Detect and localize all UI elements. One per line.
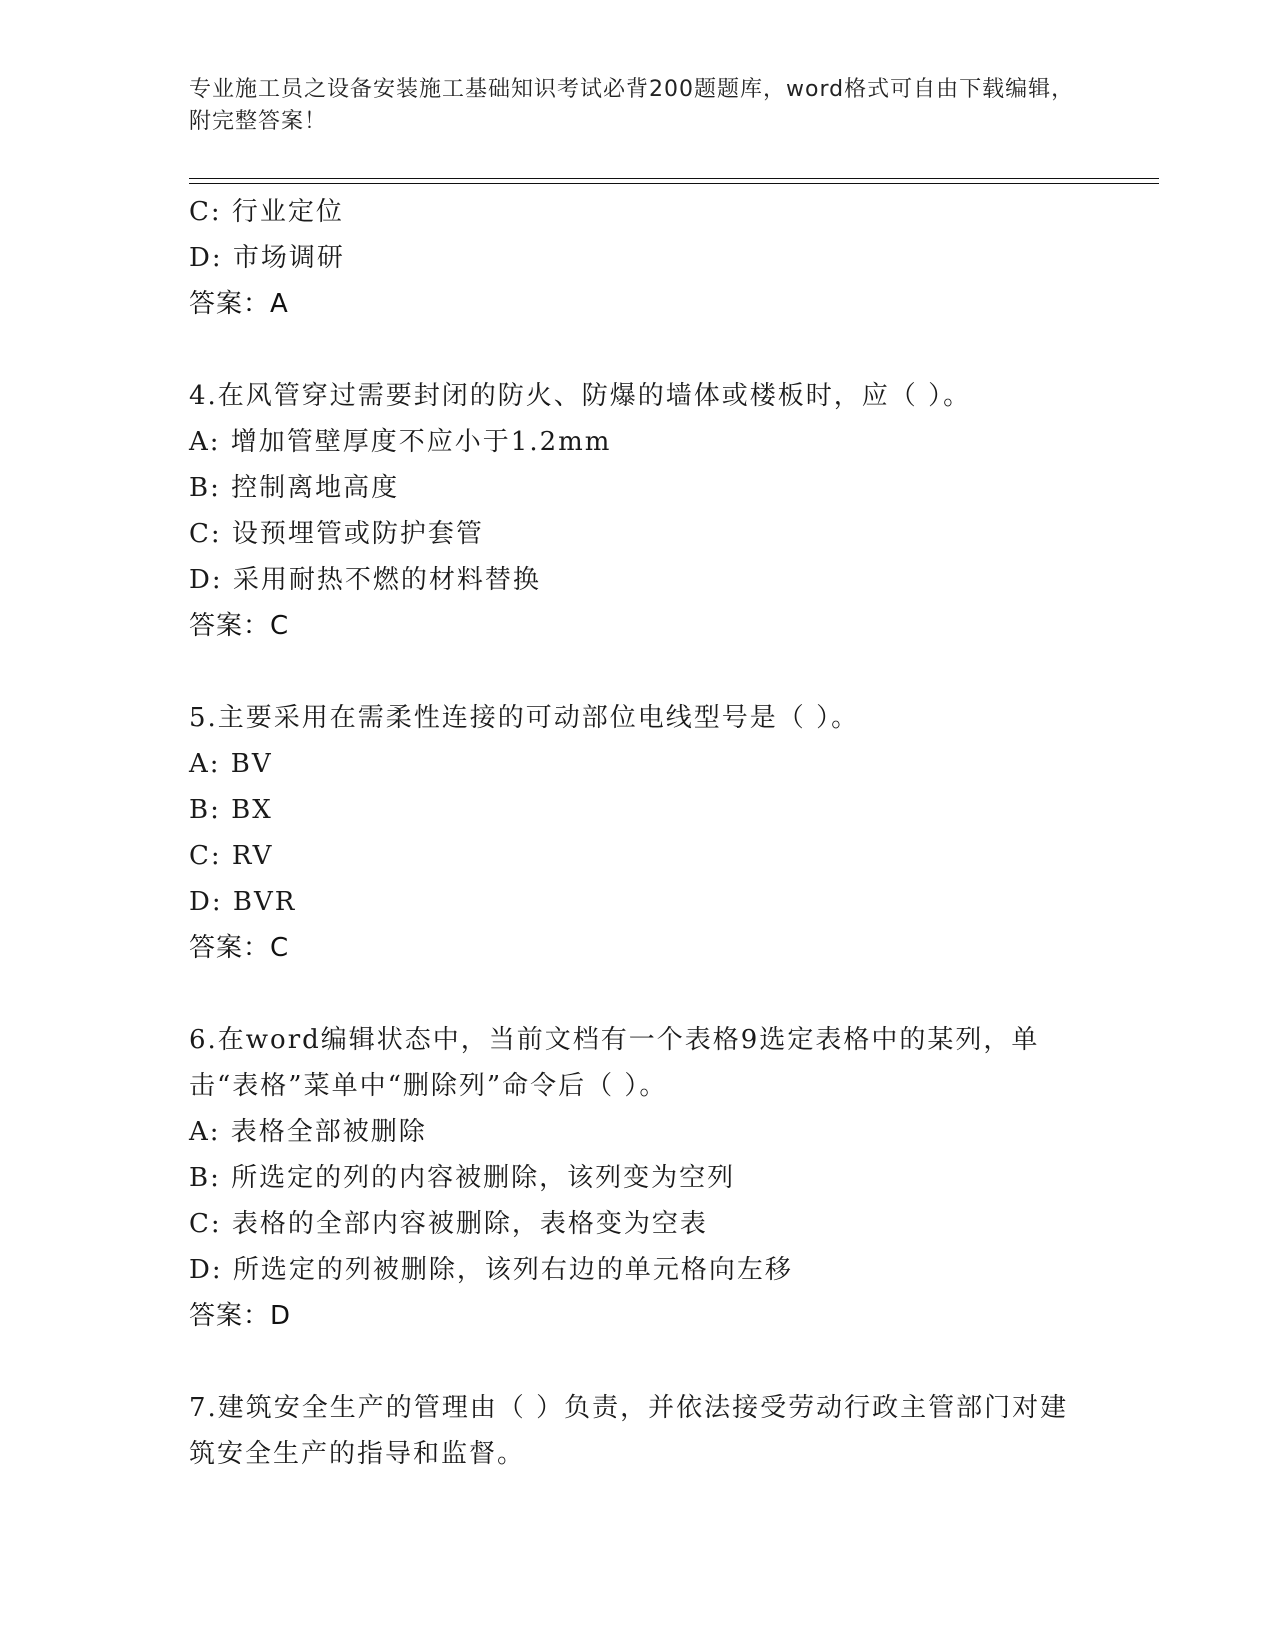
option-d: D: BVR (189, 887, 297, 917)
question-stem: 6.在word编辑状态中，当前文档有一个表格9选定表格中的某列，单击“表格”菜单中“删除列”命令后（ ）。 (189, 1025, 1040, 1101)
question-stem: 4.在风管穿过需要封闭的防火、防爆的墙体或楼板时，应（ ）。 (189, 381, 972, 411)
header-rule-bottom (189, 183, 1159, 184)
answer-line: 答案：A (189, 289, 289, 319)
option-b: B: 控制离地高度 (189, 473, 400, 503)
header-rule-top (189, 178, 1159, 179)
option-c: C: 行业定位 (189, 197, 344, 227)
option-a: A: 增加管壁厚度不应小于1.2mm (189, 427, 612, 457)
option-b: B: BX (189, 795, 273, 825)
question-block-3 (189, 189, 1089, 327)
option-b: B: 所选定的列的内容被删除，该列变为空列 (189, 1163, 736, 1193)
question-block-5 (189, 695, 1089, 971)
question-stem: 7.建筑安全生产的管理由（ ）负责，并依法接受劳动行政主管部门对建筑安全生产的指导和监督。 (189, 1393, 1069, 1469)
answer-line: 答案：C (189, 611, 290, 641)
option-d: D: 所选定的列被删除，该列右边的单元格向左移 (189, 1255, 793, 1285)
question-block-4 (189, 373, 1089, 649)
option-a: A: 表格全部被删除 (189, 1117, 427, 1147)
option-c: C: 设预埋管或防护套管 (189, 519, 484, 549)
option-d: D: 采用耐热不燃的材料替换 (189, 565, 541, 595)
option-d: D: 市场调研 (189, 243, 345, 273)
document-body (189, 189, 1089, 1477)
option-c: C: 表格的全部内容被删除，表格变为空表 (189, 1209, 708, 1239)
option-c: C: RV (189, 841, 274, 871)
option-a: A: BV (189, 749, 273, 779)
document-header: 专业施工员之设备安装施工基础知识考试必背200题题库，word格式可自由下载编辑，附完整答案！ (189, 77, 1075, 134)
question-block-7 (189, 1385, 1089, 1477)
question-block-6 (189, 1017, 1089, 1339)
answer-line: 答案：D (189, 1301, 292, 1331)
question-stem: 5.主要采用在需柔性连接的可动部位电线型号是（ ）。 (189, 703, 860, 733)
answer-line: 答案：C (189, 933, 290, 963)
